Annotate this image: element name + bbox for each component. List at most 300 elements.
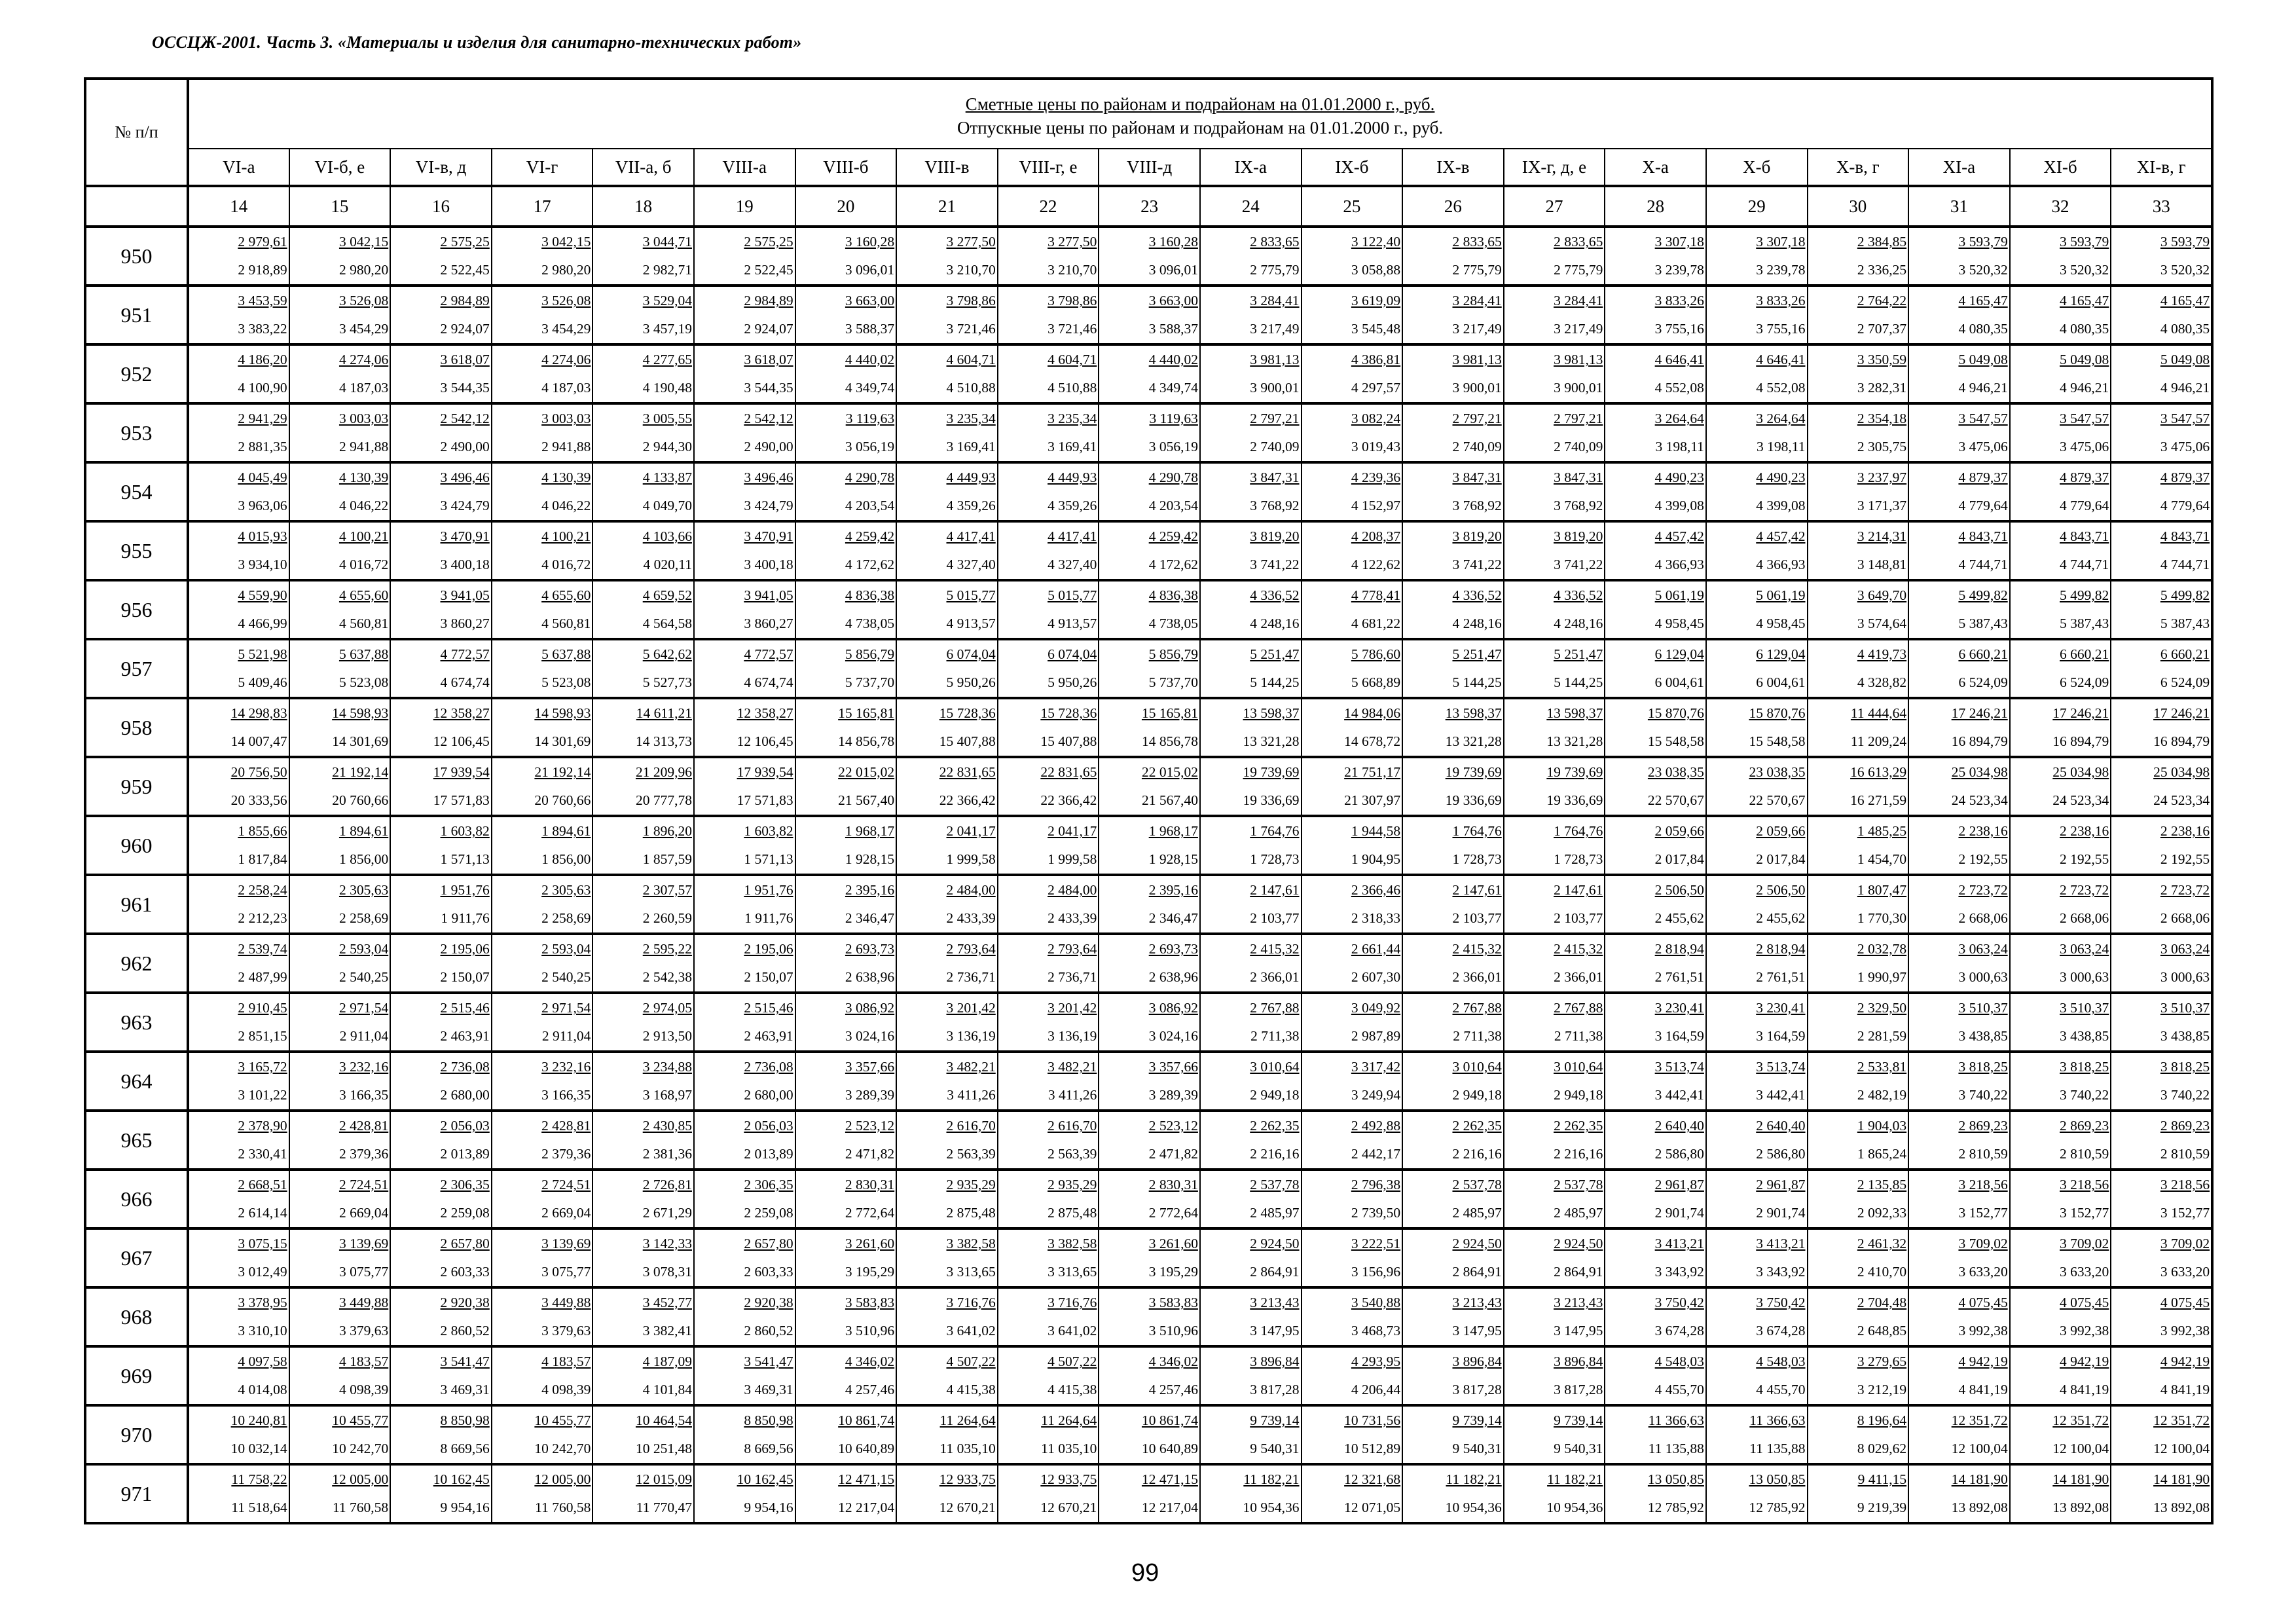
price-cell <box>2111 698 2212 757</box>
estimated-price: 4 274,06 <box>541 352 591 367</box>
release-price: 2 366,01 <box>1452 969 1502 985</box>
estimated-price: 3 264,64 <box>1654 411 1704 426</box>
release-price: 9 540,31 <box>1452 1441 1502 1456</box>
estimated-price: 4 772,57 <box>440 646 490 662</box>
estimated-price: 3 218,56 <box>2160 1177 2210 1192</box>
estimated-price: 2 640,40 <box>1756 1118 1806 1134</box>
price-cell <box>1302 934 1403 993</box>
price-cell <box>289 1228 391 1287</box>
release-price: 1 904,95 <box>1351 851 1401 867</box>
price-cell <box>1908 1405 2010 1464</box>
release-price: 4 203,54 <box>1148 498 1198 513</box>
estimated-price: 3 709,02 <box>2060 1236 2109 1251</box>
estimated-price: 2 974,05 <box>642 1000 692 1016</box>
release-price: 2 013,89 <box>440 1146 490 1162</box>
estimated-price: 2 595,22 <box>642 941 692 957</box>
release-price: 4 415,38 <box>946 1382 996 1397</box>
price-cell <box>1402 1464 1504 1523</box>
release-price: 2 563,39 <box>946 1146 996 1162</box>
estimated-price: 1 968,17 <box>1148 823 1198 839</box>
estimated-price: 2 924,50 <box>1554 1236 1603 1251</box>
estimated-price: 5 251,47 <box>1452 646 1502 662</box>
release-price: 6 524,09 <box>2060 674 2109 690</box>
price-cell <box>998 1111 1099 1170</box>
estimated-price: 4 259,42 <box>1148 528 1198 544</box>
release-price: 4 744,71 <box>2160 557 2210 572</box>
release-price: 3 166,35 <box>338 1087 389 1103</box>
estimated-price: 3 496,46 <box>744 470 793 485</box>
table-row <box>85 227 2212 286</box>
release-price: 3 343,92 <box>1654 1264 1704 1280</box>
row-number: 952 <box>85 344 188 403</box>
price-cell <box>1504 1170 1605 1228</box>
estimated-price: 3 510,37 <box>2060 1000 2109 1016</box>
estimated-price: 4 440,02 <box>1148 352 1198 367</box>
price-cell <box>390 1111 492 1170</box>
release-price: 3 289,39 <box>1148 1087 1198 1103</box>
price-cell <box>1808 286 1909 344</box>
price-cell <box>2010 698 2111 757</box>
price-cell <box>896 934 998 993</box>
estimated-price: 4 336,52 <box>1250 587 1300 603</box>
estimated-price: 3 063,24 <box>2060 941 2109 957</box>
column-number: 21 <box>896 186 998 227</box>
release-price: 12 670,21 <box>939 1500 996 1515</box>
release-price: 4 560,81 <box>541 616 591 631</box>
price-cell <box>1706 816 1808 875</box>
release-price: 3 169,41 <box>946 439 996 454</box>
column-header-region: IX-б <box>1302 149 1403 186</box>
price-cell <box>896 286 998 344</box>
price-cell <box>1908 1170 2010 1228</box>
release-price: 2 987,89 <box>1351 1028 1401 1044</box>
release-price: 4 359,26 <box>946 498 996 513</box>
estimated-price: 4 655,60 <box>541 587 591 603</box>
release-price: 2 092,33 <box>1857 1205 1907 1221</box>
estimated-price: 3 896,84 <box>1250 1354 1300 1369</box>
estimated-price: 4 097,58 <box>238 1354 287 1369</box>
estimated-price: 8 850,98 <box>744 1412 793 1428</box>
estimated-price: 9 739,14 <box>1452 1412 1502 1428</box>
price-cell <box>998 1170 1099 1228</box>
estimated-price: 2 961,87 <box>1756 1177 1806 1192</box>
column-number: 16 <box>390 186 492 227</box>
price-cell <box>592 1052 694 1111</box>
price-cell <box>896 1228 998 1287</box>
release-price: 2 258,69 <box>541 910 591 926</box>
price-cell <box>2111 757 2212 816</box>
price-cell <box>694 1111 795 1170</box>
release-price: 24 523,34 <box>2153 792 2210 808</box>
price-cell <box>492 993 593 1052</box>
release-price: 4 841,19 <box>2060 1382 2109 1397</box>
release-price: 2 346,47 <box>845 910 895 926</box>
price-cell <box>1808 1052 1909 1111</box>
release-price: 3 152,77 <box>1958 1205 2008 1221</box>
estimated-price: 16 613,29 <box>1850 764 1907 780</box>
release-price: 5 737,70 <box>845 674 895 690</box>
price-cell <box>896 580 998 639</box>
release-price: 2 851,15 <box>238 1028 287 1044</box>
estimated-price: 2 147,61 <box>1554 882 1603 898</box>
estimated-price: 3 529,04 <box>642 293 692 308</box>
estimated-price: 10 162,45 <box>737 1471 793 1487</box>
estimated-price: 3 357,66 <box>1148 1059 1198 1075</box>
row-number: 955 <box>85 521 188 580</box>
row-number: 951 <box>85 286 188 344</box>
estimated-price: 2 262,35 <box>1554 1118 1603 1134</box>
row-number: 954 <box>85 462 188 521</box>
row-number: 968 <box>85 1287 188 1346</box>
estimated-price: 4 336,52 <box>1554 587 1603 603</box>
estimated-price: 3 307,18 <box>1654 234 1704 249</box>
estimated-price: 2 593,04 <box>338 941 389 957</box>
estimated-price: 9 739,14 <box>1554 1412 1603 1428</box>
table-row <box>85 462 2212 521</box>
release-price: 3 641,02 <box>946 1323 996 1338</box>
release-price: 3 992,38 <box>1958 1323 2008 1338</box>
release-price: 3 164,59 <box>1756 1028 1806 1044</box>
estimated-price: 3 160,28 <box>1148 234 1198 249</box>
price-cell <box>1099 1228 1200 1287</box>
release-price: 3 768,92 <box>1452 498 1502 513</box>
column-header-region: IX-г, д, е <box>1504 149 1605 186</box>
price-cell <box>2010 639 2111 698</box>
release-price: 3 992,38 <box>2160 1323 2210 1338</box>
price-cell <box>694 521 795 580</box>
estimated-price: 3 833,26 <box>1756 293 1806 308</box>
release-price: 3 411,26 <box>1048 1087 1097 1103</box>
column-number: 14 <box>188 186 289 227</box>
row-number: 960 <box>85 816 188 875</box>
estimated-price: 15 728,36 <box>1040 705 1097 721</box>
release-price: 4 327,40 <box>946 557 996 572</box>
release-price: 2 586,80 <box>1756 1146 1806 1162</box>
release-price: 1 911,76 <box>744 910 793 926</box>
price-cell <box>289 462 391 521</box>
price-cell <box>1908 403 2010 462</box>
price-cell <box>2111 403 2212 462</box>
release-price: 2 103,77 <box>1452 910 1502 926</box>
estimated-price: 3 232,16 <box>338 1059 389 1075</box>
column-header-region: VIII-а <box>694 149 795 186</box>
release-price: 5 387,43 <box>2160 616 2210 631</box>
column-header-region: XI-а <box>1908 149 2010 186</box>
column-header-region: X-б <box>1706 149 1808 186</box>
release-price: 2 540,25 <box>541 969 591 985</box>
release-price: 2 982,71 <box>642 262 692 278</box>
release-price: 3 740,22 <box>2160 1087 2210 1103</box>
price-cell <box>289 1052 391 1111</box>
column-number: 19 <box>694 186 795 227</box>
estimated-price: 2 430,85 <box>642 1118 692 1134</box>
release-price: 2 711,38 <box>1250 1028 1300 1044</box>
release-price: 3 169,41 <box>1048 439 1097 454</box>
release-price: 1 857,59 <box>642 851 692 867</box>
price-cell <box>390 757 492 816</box>
estimated-price: 6 660,21 <box>2060 646 2109 662</box>
estimated-price: 2 539,74 <box>238 941 287 957</box>
price-cell <box>2010 875 2111 934</box>
release-price: 3 147,95 <box>1250 1323 1300 1338</box>
release-price: 2 463,91 <box>744 1028 793 1044</box>
price-cell <box>289 286 391 344</box>
release-price: 11 035,10 <box>939 1441 996 1456</box>
release-price: 3 166,35 <box>541 1087 591 1103</box>
price-cell <box>492 1287 593 1346</box>
release-price: 2 216,16 <box>1250 1146 1300 1162</box>
price-cell <box>1302 1111 1403 1170</box>
release-price: 5 737,70 <box>1148 674 1198 690</box>
release-price: 2 860,52 <box>440 1323 490 1338</box>
release-price: 4 681,22 <box>1351 616 1401 631</box>
estimated-price: 2 395,16 <box>1148 882 1198 898</box>
estimated-price: 5 642,62 <box>642 646 692 662</box>
price-cell <box>492 639 593 698</box>
row-number: 971 <box>85 1464 188 1523</box>
price-cell <box>896 227 998 286</box>
price-cell <box>1908 1111 2010 1170</box>
release-price: 16 271,59 <box>1850 792 1907 808</box>
price-cell <box>795 403 897 462</box>
price-cell <box>694 1464 795 1523</box>
price-cell <box>795 1346 897 1405</box>
estimated-price: 3 086,92 <box>845 1000 895 1016</box>
estimated-price: 1 951,76 <box>744 882 793 898</box>
price-cell <box>2010 1464 2111 1523</box>
release-price: 3 633,20 <box>2060 1264 2109 1280</box>
estimated-price: 5 061,19 <box>1756 587 1806 603</box>
estimated-price: 4 457,42 <box>1756 528 1806 544</box>
release-price: 2 017,84 <box>1756 851 1806 867</box>
price-cell <box>1099 757 1200 816</box>
release-price: 10 954,36 <box>1546 1500 1603 1515</box>
price-cell <box>492 875 593 934</box>
estimated-price: 2 941,29 <box>238 411 287 426</box>
release-price: 5 527,73 <box>642 674 692 690</box>
price-cell <box>1706 227 1808 286</box>
price-cell <box>694 344 795 403</box>
price-cell <box>1706 1111 1808 1170</box>
release-price: 14 301,69 <box>534 733 591 749</box>
estimated-price: 2 306,35 <box>440 1177 490 1192</box>
estimated-price: 12 933,75 <box>1040 1471 1097 1487</box>
estimated-price: 3 279,65 <box>1857 1354 1907 1369</box>
price-cell <box>188 1170 289 1228</box>
price-cell <box>1099 403 1200 462</box>
release-price: 15 407,88 <box>939 733 996 749</box>
release-price: 3 510,96 <box>845 1323 895 1338</box>
price-cell <box>1200 875 1302 934</box>
estimated-price: 3 222,51 <box>1351 1236 1401 1251</box>
price-cell <box>998 1464 1099 1523</box>
price-cell <box>592 1228 694 1287</box>
price-cell <box>1200 286 1302 344</box>
price-cell <box>390 1052 492 1111</box>
price-cell <box>1908 1287 2010 1346</box>
estimated-price: 3 010,64 <box>1452 1059 1502 1075</box>
price-cell <box>1302 875 1403 934</box>
price-cell <box>1402 521 1504 580</box>
release-price: 4 455,70 <box>1654 1382 1704 1397</box>
estimated-price: 3 547,57 <box>2060 411 2109 426</box>
release-price: 2 980,20 <box>338 262 389 278</box>
estimated-price: 2 971,54 <box>541 1000 591 1016</box>
price-cell <box>592 1346 694 1405</box>
price-cell <box>795 227 897 286</box>
column-header-region: XI-в, г <box>2111 149 2212 186</box>
price-cell <box>1402 580 1504 639</box>
price-cell <box>896 403 998 462</box>
estimated-price: 3 750,42 <box>1654 1295 1704 1310</box>
price-cell <box>1504 639 1605 698</box>
release-price: 2 671,29 <box>642 1205 692 1221</box>
estimated-price: 3 307,18 <box>1756 234 1806 249</box>
price-cell <box>795 1228 897 1287</box>
estimated-price: 14 181,90 <box>1951 1471 2008 1487</box>
estimated-price: 4 274,06 <box>338 352 389 367</box>
estimated-price: 2 415,32 <box>1250 941 1300 957</box>
release-price: 4 020,11 <box>643 557 692 572</box>
estimated-price: 21 192,14 <box>332 764 389 780</box>
price-cell <box>896 521 998 580</box>
price-cell <box>592 521 694 580</box>
price-cell <box>1302 521 1403 580</box>
row-number: 959 <box>85 757 188 816</box>
estimated-price: 2 736,08 <box>744 1059 793 1075</box>
release-price: 2 150,07 <box>744 969 793 985</box>
release-price: 5 523,08 <box>338 674 389 690</box>
release-price: 2 487,99 <box>238 969 287 985</box>
release-price: 20 777,78 <box>635 792 692 808</box>
estimated-price: 5 251,47 <box>1554 646 1603 662</box>
estimated-price: 3 541,47 <box>440 1354 490 1369</box>
estimated-price: 3 618,07 <box>440 352 490 367</box>
estimated-price: 2 041,17 <box>1048 823 1097 839</box>
price-cell <box>1302 1287 1403 1346</box>
price-cell <box>1302 698 1403 757</box>
release-price: 4 206,44 <box>1351 1382 1401 1397</box>
release-price: 4 552,08 <box>1654 380 1704 396</box>
estimated-price: 3 449,88 <box>338 1295 389 1310</box>
price-cell <box>694 1405 795 1464</box>
price-cell <box>1200 1464 1302 1523</box>
estimated-price: 2 704,48 <box>1857 1295 1907 1310</box>
estimated-price: 4 836,38 <box>845 587 895 603</box>
column-header-region: VI-б, е <box>289 149 391 186</box>
price-cell <box>592 227 694 286</box>
release-price: 2 485,97 <box>1554 1205 1603 1221</box>
price-cell <box>1706 1346 1808 1405</box>
release-price: 4 560,81 <box>338 616 389 631</box>
price-cell <box>1605 462 1706 521</box>
price-cell <box>1605 1228 1706 1287</box>
estimated-price: 2 793,64 <box>946 941 996 957</box>
price-cell <box>998 462 1099 521</box>
estimated-price: 6 660,21 <box>2160 646 2210 662</box>
estimated-price: 11 758,22 <box>231 1471 287 1487</box>
estimated-price: 14 181,90 <box>2153 1471 2210 1487</box>
price-cell <box>390 639 492 698</box>
release-price: 3 934,10 <box>238 557 287 572</box>
release-price: 2 490,00 <box>744 439 793 454</box>
price-cell <box>592 1464 694 1523</box>
price-cell <box>1200 639 1302 698</box>
estimated-price: 4 130,39 <box>338 470 389 485</box>
price-cell <box>1504 521 1605 580</box>
release-price: 3 056,19 <box>1148 439 1198 454</box>
release-price: 14 856,78 <box>838 733 895 749</box>
release-price: 2 485,97 <box>1250 1205 1300 1221</box>
release-price: 3 510,96 <box>1148 1323 1198 1338</box>
estimated-price: 3 413,21 <box>1654 1236 1704 1251</box>
price-cell <box>390 875 492 934</box>
release-price: 5 950,26 <box>1048 674 1097 690</box>
column-number: 15 <box>289 186 391 227</box>
price-cell <box>896 698 998 757</box>
estimated-price: 3 277,50 <box>946 234 996 249</box>
release-price: 2 949,18 <box>1554 1087 1603 1103</box>
price-cell <box>1099 1111 1200 1170</box>
release-price: 2 638,96 <box>845 969 895 985</box>
estimated-price: 2 833,65 <box>1452 234 1502 249</box>
estimated-price: 4 942,19 <box>2060 1354 2109 1369</box>
estimated-price: 6 129,04 <box>1756 646 1806 662</box>
estimated-price: 2 366,46 <box>1351 882 1401 898</box>
price-cell <box>1808 580 1909 639</box>
column-header-region: VIII-б <box>795 149 897 186</box>
estimated-price: 3 847,31 <box>1554 470 1603 485</box>
price-cell <box>896 875 998 934</box>
estimated-price: 17 939,54 <box>737 764 793 780</box>
release-price: 4 674,74 <box>440 674 490 690</box>
release-price: 3 198,11 <box>1757 439 1806 454</box>
release-price: 2 410,70 <box>1857 1264 1907 1280</box>
price-cell <box>289 875 391 934</box>
release-price: 2 366,01 <box>1250 969 1300 985</box>
price-cell <box>1402 1111 1504 1170</box>
estimated-price: 3 063,24 <box>2160 941 2210 957</box>
price-cell <box>1908 875 2010 934</box>
release-price: 4 080,35 <box>1958 321 2008 337</box>
estimated-price: 19 739,69 <box>1243 764 1300 780</box>
price-cell <box>694 1052 795 1111</box>
price-cell <box>1908 580 2010 639</box>
release-price: 2 668,06 <box>1958 910 2008 926</box>
release-price: 12 106,45 <box>433 733 490 749</box>
estimated-price: 5 251,47 <box>1250 646 1300 662</box>
estimated-price: 2 059,66 <box>1756 823 1806 839</box>
release-price: 6 524,09 <box>2160 674 2210 690</box>
price-cell <box>896 1052 998 1111</box>
estimated-price: 21 209,96 <box>635 764 692 780</box>
price-cell <box>592 1287 694 1346</box>
estimated-price: 3 213,43 <box>1452 1295 1502 1310</box>
estimated-price: 12 005,00 <box>534 1471 591 1487</box>
estimated-price: 2 833,65 <box>1250 234 1300 249</box>
release-price: 2 949,18 <box>1250 1087 1300 1103</box>
estimated-price: 20 756,50 <box>230 764 287 780</box>
release-price: 1 817,84 <box>238 851 287 867</box>
price-cell <box>1200 344 1302 403</box>
price-cell <box>998 580 1099 639</box>
price-cell <box>694 286 795 344</box>
estimated-price: 3 063,24 <box>1958 941 2008 957</box>
price-table-container <box>84 77 2208 1524</box>
estimated-price: 3 160,28 <box>845 234 895 249</box>
estimated-price: 3 214,31 <box>1857 528 1907 544</box>
estimated-price: 5 637,88 <box>541 646 591 662</box>
